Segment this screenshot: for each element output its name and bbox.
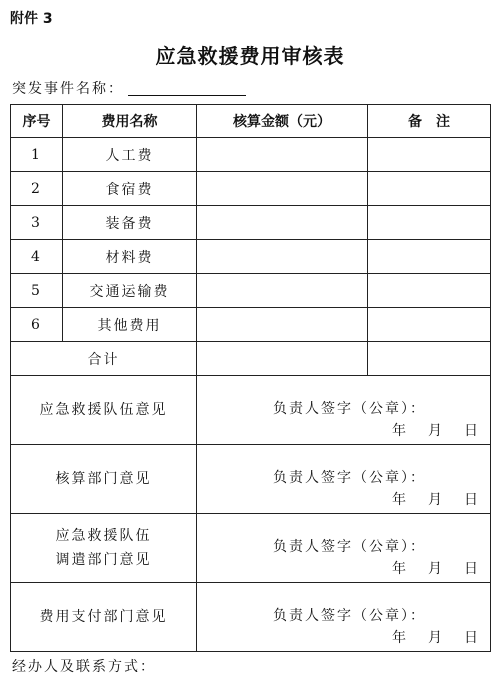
header-seq: 序号 [11, 105, 63, 138]
opinion-label-line: 应急救援队伍 [55, 528, 152, 544]
date-fields [392, 489, 480, 509]
row-expense-name: 材料费 [63, 240, 197, 274]
opinion-label [11, 514, 197, 583]
signature-label: 负责人签字（公章）： [273, 608, 426, 624]
row-amount-cell[interactable] [197, 274, 368, 308]
table-row [11, 308, 491, 342]
total-label: 合计 [11, 342, 197, 376]
row-amount-cell[interactable] [197, 138, 368, 172]
opinion-label-line: 应急救援队伍意见 [39, 402, 168, 418]
signature-label: 负责人签字（公章）： [273, 539, 426, 555]
date-fields [392, 558, 480, 578]
table-row [11, 240, 491, 274]
table-row [11, 274, 491, 308]
day-label: 日 [464, 561, 480, 577]
row-amount-cell[interactable] [197, 206, 368, 240]
signature-label: 负责人签字（公章）： [273, 401, 426, 417]
row-note-cell[interactable] [368, 172, 491, 206]
row-expense-name: 其他费用 [63, 308, 197, 342]
row-seq: 3 [11, 206, 63, 240]
row-amount-cell[interactable] [197, 172, 368, 206]
row-expense-name: 人工费 [63, 138, 197, 172]
opinion-label-line: 核算部门意见 [55, 471, 152, 487]
header-expense-name: 费用名称 [63, 105, 197, 138]
row-note-cell[interactable] [368, 274, 491, 308]
expense-review-table [10, 104, 491, 652]
row-note-cell[interactable] [368, 206, 491, 240]
contact-label: 经办人及联系方式： [12, 659, 156, 675]
signature-cell[interactable] [197, 583, 491, 652]
row-amount-cell[interactable] [197, 240, 368, 274]
day-label: 日 [464, 492, 480, 508]
attachment-label: 附件 3 [10, 11, 53, 27]
row-expense-name: 食宿费 [63, 172, 197, 206]
row-seq: 4 [11, 240, 63, 274]
row-note-cell[interactable] [368, 240, 491, 274]
form-title: 应急救援费用审核表 [155, 44, 345, 68]
year-label: 年 [392, 423, 408, 439]
opinion-row [11, 583, 491, 652]
month-label: 月 [428, 630, 444, 646]
row-seq: 2 [11, 172, 63, 206]
opinion-label [11, 445, 197, 514]
opinion-label-line: 费用支付部门意见 [39, 609, 168, 625]
total-row [11, 342, 491, 376]
row-expense-name: 装备费 [63, 206, 197, 240]
signature-label: 负责人签字（公章）： [273, 470, 426, 486]
signature-cell[interactable] [197, 445, 491, 514]
year-label: 年 [392, 630, 408, 646]
opinion-label [11, 376, 197, 445]
event-name-label: 突发事件名称： [12, 81, 124, 97]
table-row [11, 138, 491, 172]
event-name-field[interactable] [128, 95, 246, 96]
header-note: 备 注 [368, 105, 491, 138]
row-expense-name: 交通运输费 [63, 274, 197, 308]
table-row [11, 206, 491, 240]
day-label: 日 [464, 630, 480, 646]
opinion-row [11, 376, 491, 445]
row-amount-cell[interactable] [197, 308, 368, 342]
month-label: 月 [428, 492, 444, 508]
opinion-label-line: 调遣部门意见 [55, 552, 152, 568]
row-seq: 5 [11, 274, 63, 308]
opinion-row [11, 514, 491, 583]
row-seq: 1 [11, 138, 63, 172]
year-label: 年 [392, 561, 408, 577]
header-amount: 核算金额（元） [197, 105, 368, 138]
date-fields [392, 420, 480, 440]
table-header-row [11, 105, 491, 138]
signature-cell[interactable] [197, 376, 491, 445]
total-note-cell[interactable] [368, 342, 491, 376]
day-label: 日 [464, 423, 480, 439]
row-note-cell[interactable] [368, 308, 491, 342]
month-label: 月 [428, 561, 444, 577]
opinion-row [11, 445, 491, 514]
total-amount-cell[interactable] [197, 342, 368, 376]
table-row [11, 172, 491, 206]
year-label: 年 [392, 492, 408, 508]
opinion-label [11, 583, 197, 652]
signature-cell[interactable] [197, 514, 491, 583]
date-fields [392, 627, 480, 647]
month-label: 月 [428, 423, 444, 439]
row-note-cell[interactable] [368, 138, 491, 172]
row-seq: 6 [11, 308, 63, 342]
